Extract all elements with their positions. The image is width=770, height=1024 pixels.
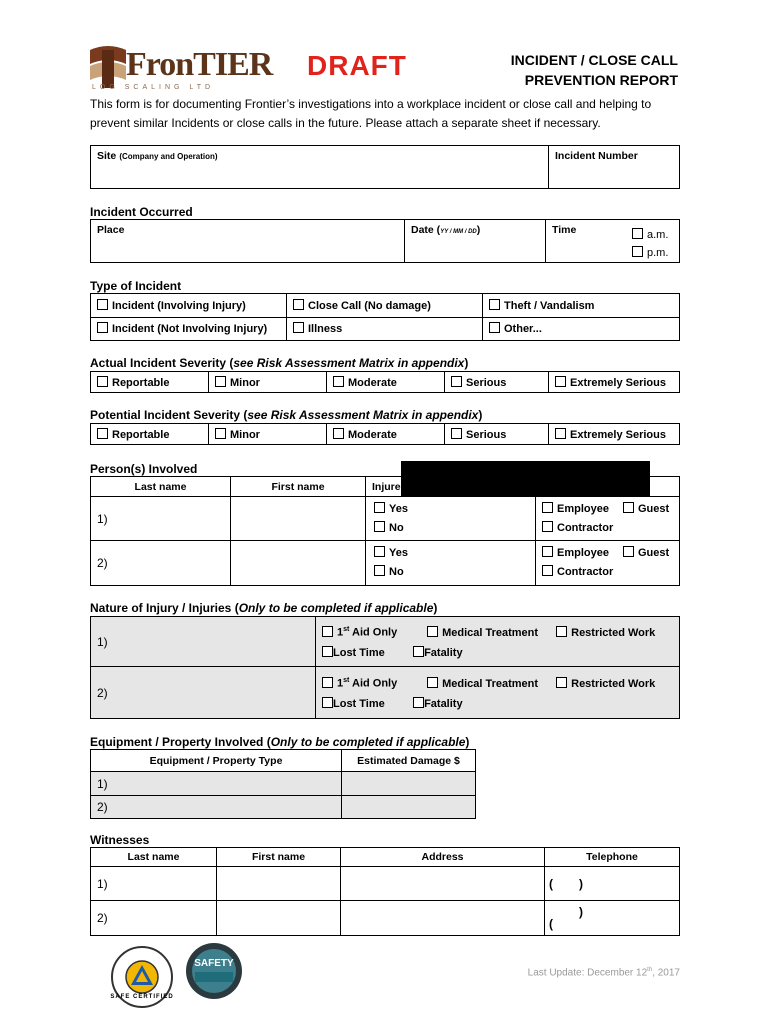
date-close: ): [476, 224, 481, 236]
heading-close: ): [478, 408, 483, 422]
checkbox[interactable]: [542, 521, 553, 532]
type-option-cell: [483, 317, 680, 341]
witness-row-1-phone[interactable]: [545, 867, 680, 901]
heading-italic: see Risk Assessment Matrix in appendix: [247, 408, 479, 422]
actual-severity-table: [90, 371, 680, 393]
potential-severity-table: [90, 423, 680, 445]
type-option-close-call[interactable]: [293, 300, 431, 312]
employee-label: Employee: [557, 502, 609, 515]
first-aid-label: Aid Only: [349, 626, 398, 639]
checkbox[interactable]: [451, 376, 462, 387]
type-option-label: Theft / Vandalism: [504, 299, 595, 312]
checkbox[interactable]: [374, 502, 385, 513]
incident-number-label: Incident Number: [555, 150, 638, 162]
medical-label: Medical Treatment: [442, 677, 539, 690]
checkbox[interactable]: [293, 299, 304, 310]
checkbox[interactable]: [555, 428, 566, 439]
severity-label: Moderate: [348, 428, 397, 441]
person-row-2-first[interactable]: [231, 541, 366, 586]
date-format: YY / MM / DD: [440, 229, 477, 235]
checkbox[interactable]: [427, 626, 438, 637]
nature-heading: [90, 601, 437, 615]
persons-heading: Person(s) Involved: [90, 462, 198, 476]
nature-table: [90, 616, 680, 719]
medical-option[interactable]: [427, 674, 553, 694]
type-option-theft[interactable]: [489, 300, 594, 312]
time-field[interactable]: [546, 220, 680, 263]
site-label: Site: [97, 150, 117, 162]
actual-extremely-serious[interactable]: [555, 377, 666, 389]
heading-close: ): [464, 356, 469, 370]
site-table: [90, 145, 680, 189]
form-title: [460, 50, 678, 90]
restricted-label: Restricted Work: [571, 677, 656, 690]
checkbox[interactable]: [322, 677, 333, 688]
actual-minor[interactable]: [215, 377, 260, 389]
severity-label: Serious: [466, 428, 507, 441]
checkbox[interactable]: [374, 521, 385, 532]
type-option-cell: [91, 294, 287, 318]
row-number: 1): [97, 876, 108, 891]
checkbox[interactable]: [623, 546, 634, 557]
site-field[interactable]: [91, 146, 549, 189]
checkbox[interactable]: [97, 299, 108, 310]
place-label: Place: [97, 224, 125, 236]
nature-row-1-options: [316, 617, 680, 667]
type-option-label: Illness: [308, 323, 343, 336]
fatality-option[interactable]: [413, 698, 463, 710]
potential-severity-heading: [90, 408, 482, 422]
checkbox[interactable]: [322, 626, 333, 637]
logo-subtext: LOG SCALING LTD: [92, 84, 215, 91]
type-option-label: Incident (Involving Injury): [112, 299, 246, 312]
no-label: No: [389, 521, 404, 534]
col-injured: Injure: [366, 477, 536, 497]
role-guest[interactable]: [623, 547, 669, 559]
place-field[interactable]: [91, 220, 405, 263]
person-row-2-role: [536, 541, 680, 586]
severity-cell: [91, 424, 209, 445]
role-employee[interactable]: [542, 503, 609, 515]
severity-cell: [549, 424, 680, 445]
injured-no[interactable]: [374, 519, 529, 538]
type-option-cell: [287, 294, 483, 318]
role-contractor[interactable]: [542, 519, 673, 538]
restricted-label: Restricted Work: [571, 626, 656, 639]
medical-label: Medical Treatment: [442, 626, 539, 639]
severity-cell: [327, 372, 445, 393]
lost-time-label: Lost Time: [333, 646, 385, 659]
heading-italic: see Risk Assessment Matrix in appendix: [233, 356, 465, 370]
date-label: Date (: [411, 224, 441, 236]
severity-cell: [91, 372, 209, 393]
person-row-1-last[interactable]: [91, 497, 231, 541]
type-option-cell: [91, 317, 287, 341]
paren-close: ): [579, 905, 583, 919]
checkbox[interactable]: [623, 502, 634, 513]
logo-mark-icon: [88, 44, 128, 88]
time-label: Time: [552, 224, 577, 236]
heading-text: Actual Incident Severity (: [90, 356, 234, 370]
lost-time-label: Lost Time: [333, 697, 385, 710]
witness-row-2-first[interactable]: [217, 901, 341, 936]
col-address: Address: [341, 848, 545, 867]
paren-open: (: [549, 876, 553, 891]
last-update-year: , 2017: [652, 967, 680, 979]
type-option-illness[interactable]: [293, 323, 342, 335]
row-number: 2): [97, 685, 108, 700]
safety-badge-icon: [185, 942, 243, 1000]
paren-open: (: [549, 917, 553, 931]
fatality-option[interactable]: [413, 647, 463, 659]
severity-cell: [445, 424, 549, 445]
severity-label: Reportable: [112, 428, 170, 441]
equipment-row-2[interactable]: [91, 796, 342, 819]
first-aid-sup: st: [343, 626, 350, 634]
potential-serious[interactable]: [451, 429, 506, 441]
person-row-2-injured: [366, 541, 536, 586]
role-contractor[interactable]: [542, 563, 673, 582]
witness-row-2-address[interactable]: [341, 901, 545, 936]
fatality-label: Fatality: [424, 697, 463, 710]
lost-time-option[interactable]: [322, 643, 410, 663]
heading-italic: Only to be completed if applicable: [238, 601, 434, 615]
guest-label: Guest: [637, 502, 670, 515]
checkbox[interactable]: [542, 565, 553, 576]
incident-number-field[interactable]: [549, 146, 680, 189]
actual-severity-heading: [90, 356, 468, 370]
form-title-line1: INCIDENT / CLOSE CALL: [510, 52, 678, 68]
last-update-sup: th: [647, 967, 653, 973]
col-equipment-type: Equipment / Property Type: [91, 750, 342, 772]
first-aid-sup: st: [343, 677, 350, 685]
checkbox[interactable]: [215, 428, 226, 439]
checkbox[interactable]: [97, 376, 108, 387]
severity-label: Moderate: [348, 376, 397, 389]
incident-occurred-heading: Incident Occurred: [90, 205, 193, 219]
type-option-cell: [483, 294, 680, 318]
potential-extremely-serious[interactable]: [555, 429, 666, 441]
last-update: [520, 967, 680, 978]
checkbox[interactable]: [489, 299, 500, 310]
role-guest[interactable]: [623, 503, 669, 515]
restricted-option[interactable]: [556, 627, 655, 639]
severity-label: Extremely Serious: [570, 376, 666, 389]
incident-occurred-table: [90, 219, 680, 263]
type-option-injury[interactable]: [97, 300, 246, 312]
intro-text: This form is for documenting Frontier’s investigations into a workplace incident or close call and helping to prevent similar Incidents or close calls in the future. Please attach a separate sheet if necessary.: [90, 97, 652, 130]
potential-moderate[interactable]: [333, 429, 397, 441]
safety-badge: [185, 942, 243, 1000]
severity-label: Minor: [230, 376, 260, 389]
equipment-row-2-damage[interactable]: [342, 796, 476, 819]
equipment-row-1-damage[interactable]: [342, 772, 476, 796]
type-of-incident-heading: Type of Incident: [90, 279, 182, 293]
checkbox[interactable]: [322, 646, 333, 657]
first-aid-option[interactable]: [322, 671, 424, 694]
medical-option[interactable]: [427, 623, 553, 643]
heading-text: Nature of Injury / Injuries (: [90, 601, 239, 615]
severity-cell: [209, 372, 327, 393]
checkbox[interactable]: [555, 376, 566, 387]
severity-label: Reportable: [112, 376, 170, 389]
severity-cell: [209, 424, 327, 445]
person-row-2-last[interactable]: [91, 541, 231, 586]
checkbox[interactable]: [333, 428, 344, 439]
severity-label: Serious: [466, 376, 507, 389]
severity-cell: [327, 424, 445, 445]
checkbox[interactable]: [215, 376, 226, 387]
heading-close: ): [433, 601, 438, 615]
type-option-label: Other...: [504, 323, 542, 336]
nature-row-2-label: [91, 667, 316, 719]
checkbox[interactable]: [333, 376, 344, 387]
col-estimated-damage: Estimated Damage $: [342, 750, 476, 772]
checkbox[interactable]: [374, 565, 385, 576]
employee-label: Employee: [557, 547, 609, 559]
heading-text: Equipment / Property Involved (: [90, 735, 271, 749]
witness-row-2-phone[interactable]: [545, 901, 680, 936]
row-number: 1): [97, 511, 108, 526]
witness-row-1-last[interactable]: [91, 867, 217, 901]
heading-italic: Only to be completed if applicable: [270, 735, 466, 749]
yes-label: Yes: [389, 547, 408, 559]
type-option-no-injury[interactable]: [97, 323, 267, 335]
col-last-name: Last name: [91, 848, 217, 867]
safety-badge-text: SAFETY: [194, 958, 234, 969]
type-option-label: Close Call (No damage): [308, 299, 431, 312]
type-of-incident-table: [90, 293, 680, 341]
row-number: 2): [97, 556, 108, 570]
severity-label: Minor: [230, 428, 260, 441]
checkbox[interactable]: [293, 322, 304, 333]
am-option[interactable]: [632, 226, 668, 244]
row-number: 2): [97, 800, 108, 814]
logo-text: FronTIER: [126, 46, 273, 83]
nature-row-2-options: [316, 667, 680, 719]
injured-no[interactable]: [374, 563, 529, 582]
person-row-1-role: [536, 497, 680, 541]
row-number: 2): [97, 911, 108, 925]
checkbox[interactable]: [374, 546, 385, 557]
actual-moderate[interactable]: [333, 377, 397, 389]
date-field[interactable]: [405, 220, 546, 263]
last-update-text: Last Update: December 12: [527, 967, 648, 979]
lost-time-option[interactable]: [322, 694, 410, 714]
injured-yes[interactable]: [374, 544, 529, 563]
checkbox[interactable]: [413, 697, 424, 708]
form-title-line2: PREVENTION REPORT: [524, 72, 678, 88]
row-number: 1): [97, 776, 108, 791]
fatality-label: Fatality: [424, 646, 463, 659]
guest-label: Guest: [637, 547, 670, 559]
witness-row-1-first[interactable]: [217, 867, 341, 901]
no-label: No: [389, 566, 404, 578]
type-option-cell: [287, 317, 483, 341]
first-aid-num: 1: [337, 677, 344, 690]
type-option-other[interactable]: [489, 323, 542, 335]
equipment-table: [90, 749, 476, 819]
potential-reportable[interactable]: [97, 429, 169, 441]
heading-close: ): [465, 735, 470, 749]
col-first-name: First name: [217, 848, 341, 867]
checkbox[interactable]: [542, 546, 553, 557]
equipment-row-1[interactable]: [91, 772, 342, 796]
person-row-1-injured: [366, 497, 536, 541]
nature-row-1-label: [91, 617, 316, 667]
checkbox[interactable]: [542, 502, 553, 513]
checkbox[interactable]: [556, 677, 567, 688]
witness-row-1-address[interactable]: [341, 867, 545, 901]
checkbox[interactable]: [451, 428, 462, 439]
yes-label: Yes: [389, 502, 408, 515]
witnesses-table: [90, 847, 680, 936]
col-telephone: Telephone: [545, 848, 680, 867]
pm-checkbox[interactable]: [632, 246, 643, 257]
contractor-label: Contractor: [557, 521, 614, 534]
witnesses-heading: Witnesses: [90, 833, 150, 847]
potential-minor[interactable]: [215, 429, 260, 441]
paren-close: ): [579, 876, 583, 891]
checkbox[interactable]: [427, 677, 438, 688]
restricted-option[interactable]: [556, 678, 655, 690]
heading-text: Potential Incident Severity (: [90, 408, 248, 422]
company-logo: [88, 44, 273, 94]
first-aid-num: 1: [337, 626, 344, 639]
am-label: a.m.: [647, 229, 669, 241]
actual-serious[interactable]: [451, 377, 506, 389]
person-row-1-first[interactable]: [231, 497, 366, 541]
pm-option[interactable]: [632, 244, 668, 262]
col-last-name: Last name: [91, 477, 231, 497]
checkbox[interactable]: [556, 626, 567, 637]
actual-reportable[interactable]: [97, 377, 169, 389]
checkbox[interactable]: [322, 697, 333, 708]
severity-label: Extremely Serious: [570, 428, 666, 441]
safe-certified-badge: [110, 945, 174, 1009]
type-option-label: Incident (Not Involving Injury): [112, 323, 268, 336]
injured-yes[interactable]: [374, 500, 529, 519]
checkbox[interactable]: [413, 646, 424, 657]
redaction-block: [401, 461, 650, 497]
am-checkbox[interactable]: [632, 228, 643, 239]
checkbox[interactable]: [97, 428, 108, 439]
pm-label: p.m.: [647, 247, 669, 259]
checkbox[interactable]: [97, 322, 108, 333]
draft-stamp: DRAFT: [307, 50, 407, 81]
site-label-sub: (Company and Operation): [119, 152, 218, 161]
role-employee[interactable]: [542, 547, 609, 559]
equipment-heading: [90, 735, 469, 749]
safe-certified-text: SAFE CERTIFIED: [110, 994, 174, 1000]
severity-cell: [549, 372, 680, 393]
col-first-name: First name: [231, 477, 366, 497]
row-number: 1): [97, 634, 108, 649]
first-aid-label: Aid Only: [349, 677, 398, 690]
witness-row-2-last[interactable]: [91, 901, 217, 936]
checkbox[interactable]: [489, 322, 500, 333]
first-aid-option[interactable]: [322, 620, 424, 643]
severity-cell: [445, 372, 549, 393]
contractor-label: Contractor: [557, 566, 614, 578]
